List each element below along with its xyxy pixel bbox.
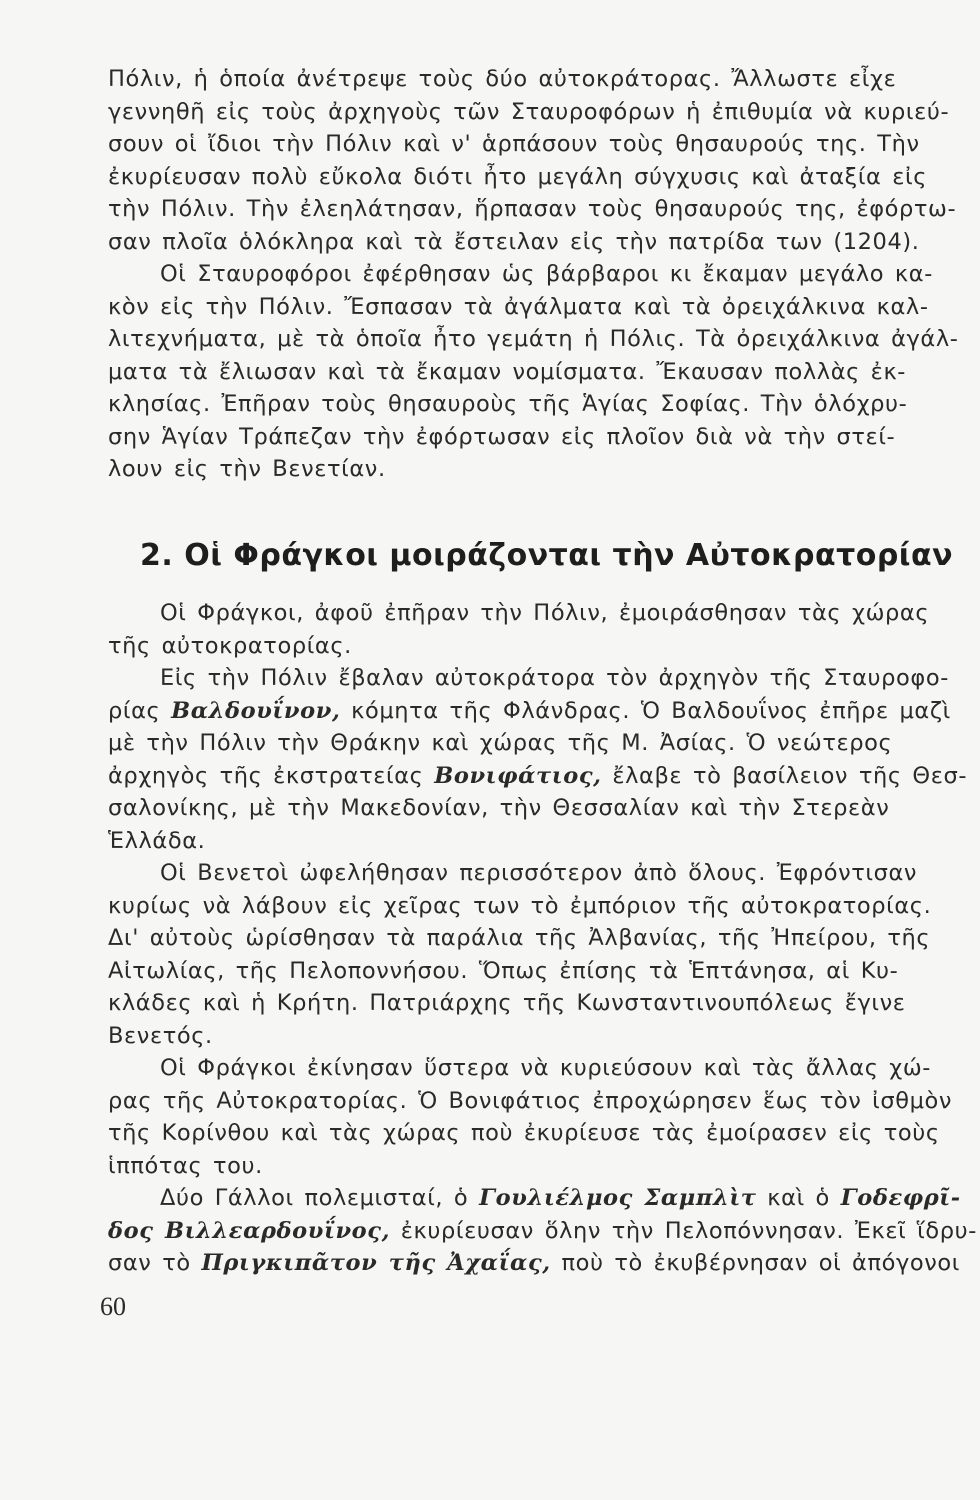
- text-segment: Οἱ Φράγκοι ἐκίνησαν ὕστερα νὰ κυριεύσουν καὶ τὰς ἄλλας χώ-: [160, 1055, 932, 1081]
- text-line: [108, 1021, 928, 1051]
- text-segment: ποὺ τὸ ἐκυβέρνησαν οἱ ἀπόγονοι: [550, 1250, 961, 1276]
- text-line: [108, 389, 928, 419]
- text-segment: Εἰς τὴν Πόλιν ἔβαλαν αὐτοκράτορα τὸν ἀρχηγὸν τῆς Σταυροφο-: [160, 665, 949, 691]
- text-segment: σουν οἱ ἴδιοι τὴν Πόλιν καὶ ν' ἁρπάσουν τοὺς θησαυρούς της. Τὴν: [108, 131, 920, 157]
- text-segment: τὴν Πόλιν. Τὴν ἐλεηλάτησαν, ἥρπασαν τοὺς θησαυρούς της, ἐφόρτω-: [108, 196, 957, 222]
- text-line: [108, 162, 928, 192]
- text-line: [108, 64, 928, 94]
- text-line: [108, 826, 928, 856]
- text-line: [160, 598, 980, 628]
- text-line: [108, 923, 931, 953]
- text-segment: Πόλιν, ἡ ὁποία ἀνέτρεψε τοὺς δύο αὐτοκράτορας. Ἄλλωστε εἶχε: [108, 66, 897, 92]
- text-line: [160, 663, 980, 693]
- emphasized-name: Βονιφάτιος,: [434, 762, 602, 789]
- text-segment: Ἑλλάδα.: [108, 827, 206, 854]
- text-line: [108, 454, 928, 484]
- text-segment: ματα τὰ ἔλιωσαν καὶ τὰ ἔκαμαν νομίσματα. Ἔκαυσαν πολλὰς ἐκ-: [108, 358, 907, 385]
- text-segment: Οἱ Βενετοὶ ὠφελήθησαν περισσότερον ἀπὸ ὅλους. Ἐφρόντισαν: [160, 860, 918, 886]
- text-line: [108, 194, 957, 224]
- text-segment: κὸν εἰς τὴν Πόλιν. Ἔσπασαν τὰ ἀγάλματα καὶ τὰ ὀρειχάλκινα καλ-: [108, 293, 929, 320]
- text-segment: Δι' αὐτοὺς ὡρίσθησαν τὰ παράλια τῆς Ἀλβανίας, τῆς Ἠπείρου, τῆς: [108, 925, 931, 951]
- text-line: [108, 631, 928, 661]
- text-segment: λιτεχνήματα, μὲ τὰ ὁποῖα ἦτο γεμάτη ἡ Πόλις. Τὰ ὀρειχάλκινα ἀγάλ-: [108, 326, 959, 352]
- text-segment: Αἰτωλίας, τῆς Πελοποννήσου. Ὅπως ἐπίσης τὰ Ἑπτάνησα, αἱ Κυ-: [108, 957, 899, 984]
- text-line: [160, 259, 980, 289]
- text-segment: ἐκυρίευσαν ὅλην τὴν Πελοπόννησαν. Ἐκεῖ ἵδρυ-: [390, 1217, 977, 1244]
- text-segment: ἱππότας του.: [108, 1152, 263, 1179]
- text-line: [108, 129, 928, 159]
- emphasized-name: Πριγκιπᾶτον τῆς Ἀχαΐας,: [201, 1250, 551, 1276]
- text-segment: σαλονίκης, μὲ τὴν Μακεδονίαν, τὴν Θεσσαλίαν καὶ τὴν Στερεὰν: [108, 795, 890, 821]
- text-line: [160, 858, 980, 888]
- emphasized-name: Βαλδουΐνον,: [171, 697, 341, 724]
- text-line: [108, 696, 951, 726]
- text-segment: Οἱ Φράγκοι, ἀφοῦ ἐπῆραν τὴν Πόλιν, ἐμοιράσθησαν τὰς χώρας: [160, 600, 930, 626]
- text-line: [108, 956, 928, 986]
- text-segment: Δύο Γάλλοι πολεμισταί, ὁ: [160, 1185, 480, 1211]
- text-segment: μὲ τὴν Πόλιν τὴν Θράκην καὶ χώρας τῆς Μ. Ἀσίας. Ὁ νεώτερος: [108, 730, 893, 756]
- text-line: [108, 292, 928, 322]
- text-segment: κυρίως νὰ λάβουν εἰς χεῖρας των τὸ ἐμπόριον τῆς αὐτοκρατορίας.: [108, 892, 932, 919]
- text-line: [160, 1053, 980, 1083]
- text-segment: τῆς Κορίνθου καὶ τὰς χώρας ποὺ ἐκυρίευσε τὰς ἐμοίρασεν εἰς τοὺς: [108, 1120, 940, 1146]
- text-line: [108, 1248, 961, 1278]
- text-segment: σαν πλοῖα ὁλόκληρα καὶ τὰ ἔστειλαν εἰς τὴν πατρίδα των (1204).: [108, 228, 920, 255]
- page-number: 60: [100, 1292, 126, 1321]
- text-line: [108, 1086, 953, 1116]
- emphasized-name: δος Βιλλεαρδουΐνος,: [108, 1217, 391, 1244]
- text-line: [108, 761, 968, 791]
- text-line: [160, 1183, 980, 1213]
- text-line: [108, 891, 932, 921]
- text-segment: ἀρχηγὸς τῆς ἐκστρατείας: [108, 762, 435, 789]
- text-segment: κλάδες καὶ ἡ Κρήτη. Πατριάρχης τῆς Κωνσταντινουπόλεως ἔγινε: [108, 990, 906, 1016]
- text-segment: ρίας: [108, 697, 172, 724]
- emphasized-name: Γουλιέλμος Σαμπλὶτ: [479, 1185, 757, 1211]
- text-segment: κλησίας. Ἐπῆραν τοὺς θησαυροὺς τῆς Ἁγίας Σοφίας. Τὴν ὁλόχρυ-: [108, 391, 908, 417]
- section-heading: 2. Οἱ Φράγκοι μοιράζονται τὴν Αὐτοκρατορίαν: [140, 538, 954, 573]
- text-line: [108, 97, 950, 127]
- text-line: [108, 728, 928, 758]
- text-segment: ἔλαβε τὸ βασίλειον τῆς Θεσ-: [601, 762, 968, 789]
- text-line: [108, 227, 928, 257]
- text-line: [108, 1118, 940, 1148]
- text-line: [108, 357, 928, 387]
- text-segment: ἐκυρίευσαν πολὺ εὔκολα διότι ἦτο μεγάλη σύγχυσις καὶ ἀταξία εἰς: [108, 163, 927, 190]
- emphasized-name: Γοδεφρῖ-: [840, 1185, 961, 1211]
- text-line: [108, 324, 959, 354]
- text-segment: ρας τῆς Αὐτοκρατορίας. Ὁ Βονιφάτιος ἐπροχώρησεν ἕως τὸν ἰσθμὸν: [108, 1087, 953, 1114]
- text-line: [108, 1216, 977, 1246]
- text-line: [108, 1151, 928, 1181]
- text-segment: καὶ ὁ: [756, 1185, 841, 1211]
- text-segment: γεννηθῆ εἰς τοὺς ἀρχηγοὺς τῶν Σταυροφόρων ἡ ἐπιθυμία νὰ κυριεύ-: [108, 98, 950, 125]
- text-segment: Οἱ Σταυροφόροι ἐφέρθησαν ὡς βάρβαροι κι ἔκαμαν μεγάλο κα-: [160, 261, 933, 287]
- text-segment: σαν τὸ: [108, 1250, 202, 1276]
- text-segment: κόμητα τῆς Φλάνδρας. Ὁ Βαλδουΐνος ἐπῆρε μαζὶ: [340, 697, 951, 724]
- text-segment: λουν εἰς τὴν Βενετίαν.: [108, 456, 386, 482]
- text-segment: τῆς αὐτοκρατορίας.: [108, 632, 352, 659]
- text-segment: σην Ἁγίαν Τράπεζαν τὴν ἐφόρτωσαν εἰς πλοῖον διὰ νὰ τὴν στεί-: [108, 423, 896, 450]
- text-segment: Βενετός.: [108, 1022, 213, 1049]
- text-line: [108, 793, 928, 823]
- text-line: [108, 422, 928, 452]
- text-line: [108, 988, 928, 1018]
